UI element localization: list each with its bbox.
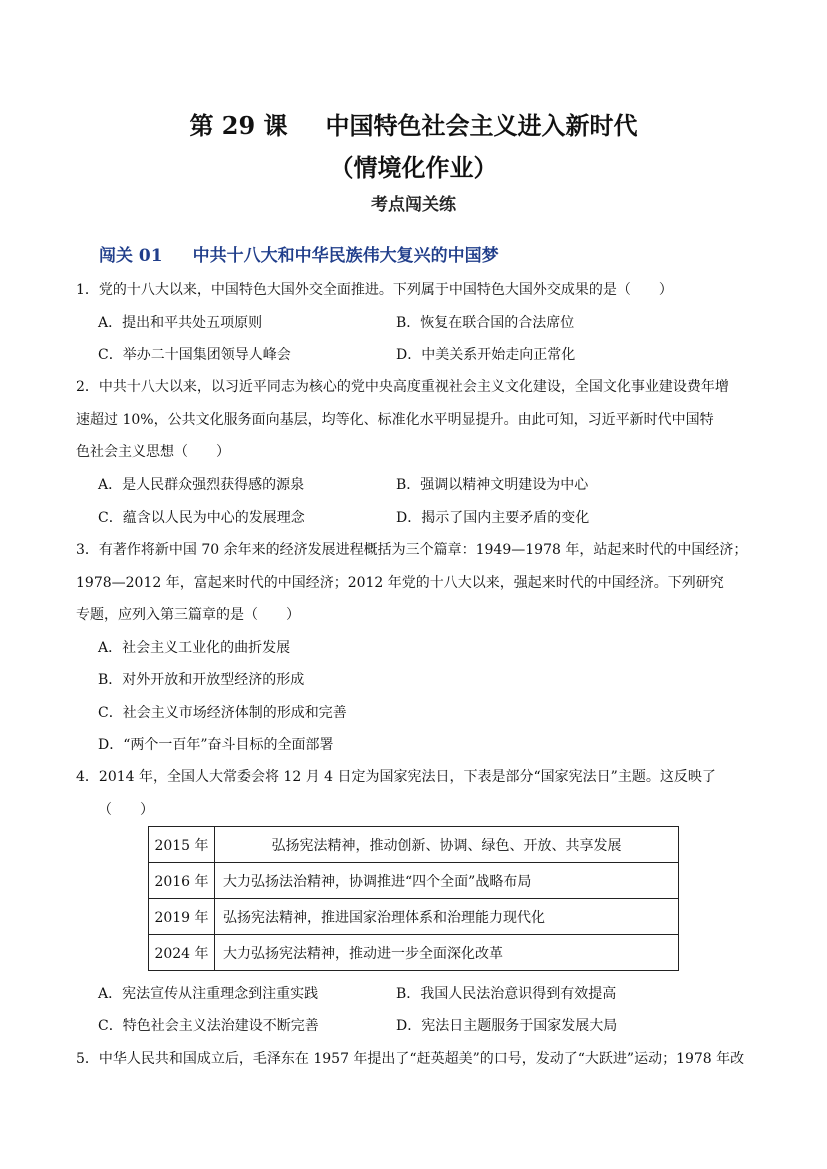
question-4-option-a[interactable]: A．宪法宣传从注重理念到注重实践 <box>98 986 319 1002</box>
table-row <box>149 827 679 863</box>
table-cell-year: 2015 年 <box>149 827 215 863</box>
question-3-option-c[interactable]: C．社会主义市场经济体制的形成和完善 <box>98 705 347 721</box>
question-1-option-a[interactable]: A．提出和平共处五项原则 <box>98 315 263 331</box>
question-4-option-c[interactable]: C．特色社会主义法治建设不断完善 <box>98 1018 319 1034</box>
question-4-stem-line-2: （ ） <box>98 802 154 818</box>
table-row <box>149 863 679 899</box>
section-label: 闯关 01 <box>99 246 163 266</box>
question-4-stem-line-1: 4．2014 年，全国人大常委会将 12 月 4 日定为国家宪法日，下表是部分“国家宪法日”主题。这反映了 <box>76 769 716 785</box>
lesson-title: 中国特色社会主义进入新时代 <box>325 111 638 140</box>
question-3-stem-line-3: 专题，应列入第三篇章的是（ ） <box>76 607 300 623</box>
question-3-stem-line-1: 3．有著作将新中国 70 余年来的经济发展进程概括为三个篇章：1949—1978 年，站起来时代的中国经济； <box>76 542 748 558</box>
lesson-number: 第 29 课 <box>189 111 288 140</box>
question-3-option-b[interactable]: B．对外开放和开放型经济的形成 <box>98 672 305 688</box>
section-title: 中共十八大和中华民族伟大复兴的中国梦 <box>192 246 499 266</box>
question-2-stem-line-1: 2．中共十八大以来，以习近平同志为核心的党中央高度重视社会主义文化建设，全国文化事业建设费年增 <box>76 379 729 395</box>
question-2-stem-line-2: 速超过 10%，公共文化服务面向基层，均等化、标准化水平明显提升。由此可知，习近平新时代中国特 <box>76 412 714 428</box>
table-cell-theme: 大力弘扬法治精神，协调推进“四个全面”战略布局 <box>215 863 679 899</box>
question-4-option-d[interactable]: D．宪法日主题服务于国家发展大局 <box>396 1018 618 1034</box>
section-badge: 考点闯关练 <box>357 190 470 215</box>
table-cell-year: 2016 年 <box>149 863 215 899</box>
section-heading <box>99 241 499 266</box>
question-3-option-a[interactable]: A．社会主义工业化的曲折发展 <box>98 640 291 656</box>
question-2-option-a[interactable]: A．是人民群众强烈获得感的源泉 <box>98 477 305 493</box>
question-1-option-b[interactable]: B．恢复在联合国的合法席位 <box>396 315 575 331</box>
question-4-option-b[interactable]: B．我国人民法治意识得到有效提高 <box>396 986 617 1002</box>
page-title <box>0 106 827 141</box>
table-cell-theme: 弘扬宪法精神，推动创新、协调、绿色、开放、共享发展 <box>215 827 679 863</box>
page-subtitle: （情境化作业） <box>329 153 498 182</box>
question-2-stem-line-3: 色社会主义思想（ ） <box>76 444 230 460</box>
table-row <box>149 935 679 971</box>
table-cell-theme: 弘扬宪法精神，推进国家治理体系和治理能力现代化 <box>215 899 679 935</box>
question-1-option-c[interactable]: C．举办二十国集团领导人峰会 <box>98 347 291 363</box>
question-2-option-b[interactable]: B．强调以精神文明建设为中心 <box>396 477 589 493</box>
table-cell-year: 2024 年 <box>149 935 215 971</box>
question-2-option-c[interactable]: C．蕴含以人民为中心的发展理念 <box>98 510 305 526</box>
table-row <box>149 899 679 935</box>
question-3-stem-line-2: 1978—2012 年，富起来时代的中国经济；2012 年党的十八大以来，强起来时代的中国经济。下列研究 <box>76 575 724 591</box>
table-cell-year: 2019 年 <box>149 899 215 935</box>
constitution-day-theme-table <box>148 826 679 971</box>
question-1-stem: 1．党的十八大以来，中国特色大国外交全面推进。下列属于中国特色大国外交成果的是（ ） <box>76 282 673 298</box>
question-1-option-d[interactable]: D．中美关系开始走向正常化 <box>396 347 576 363</box>
question-5-stem: 5．中华人民共和国成立后，毛泽东在 1957 年提出了“赶英超美”的口号，发动了“大跃进”运动；1978 年改 <box>76 1051 745 1067</box>
table-cell-theme: 大力弘扬宪法精神，推动进一步全面深化改革 <box>215 935 679 971</box>
question-3-option-d[interactable]: D．“两个一百年”奋斗目标的全面部署 <box>98 737 334 753</box>
question-2-option-d[interactable]: D．揭示了国内主要矛盾的变化 <box>396 510 590 526</box>
